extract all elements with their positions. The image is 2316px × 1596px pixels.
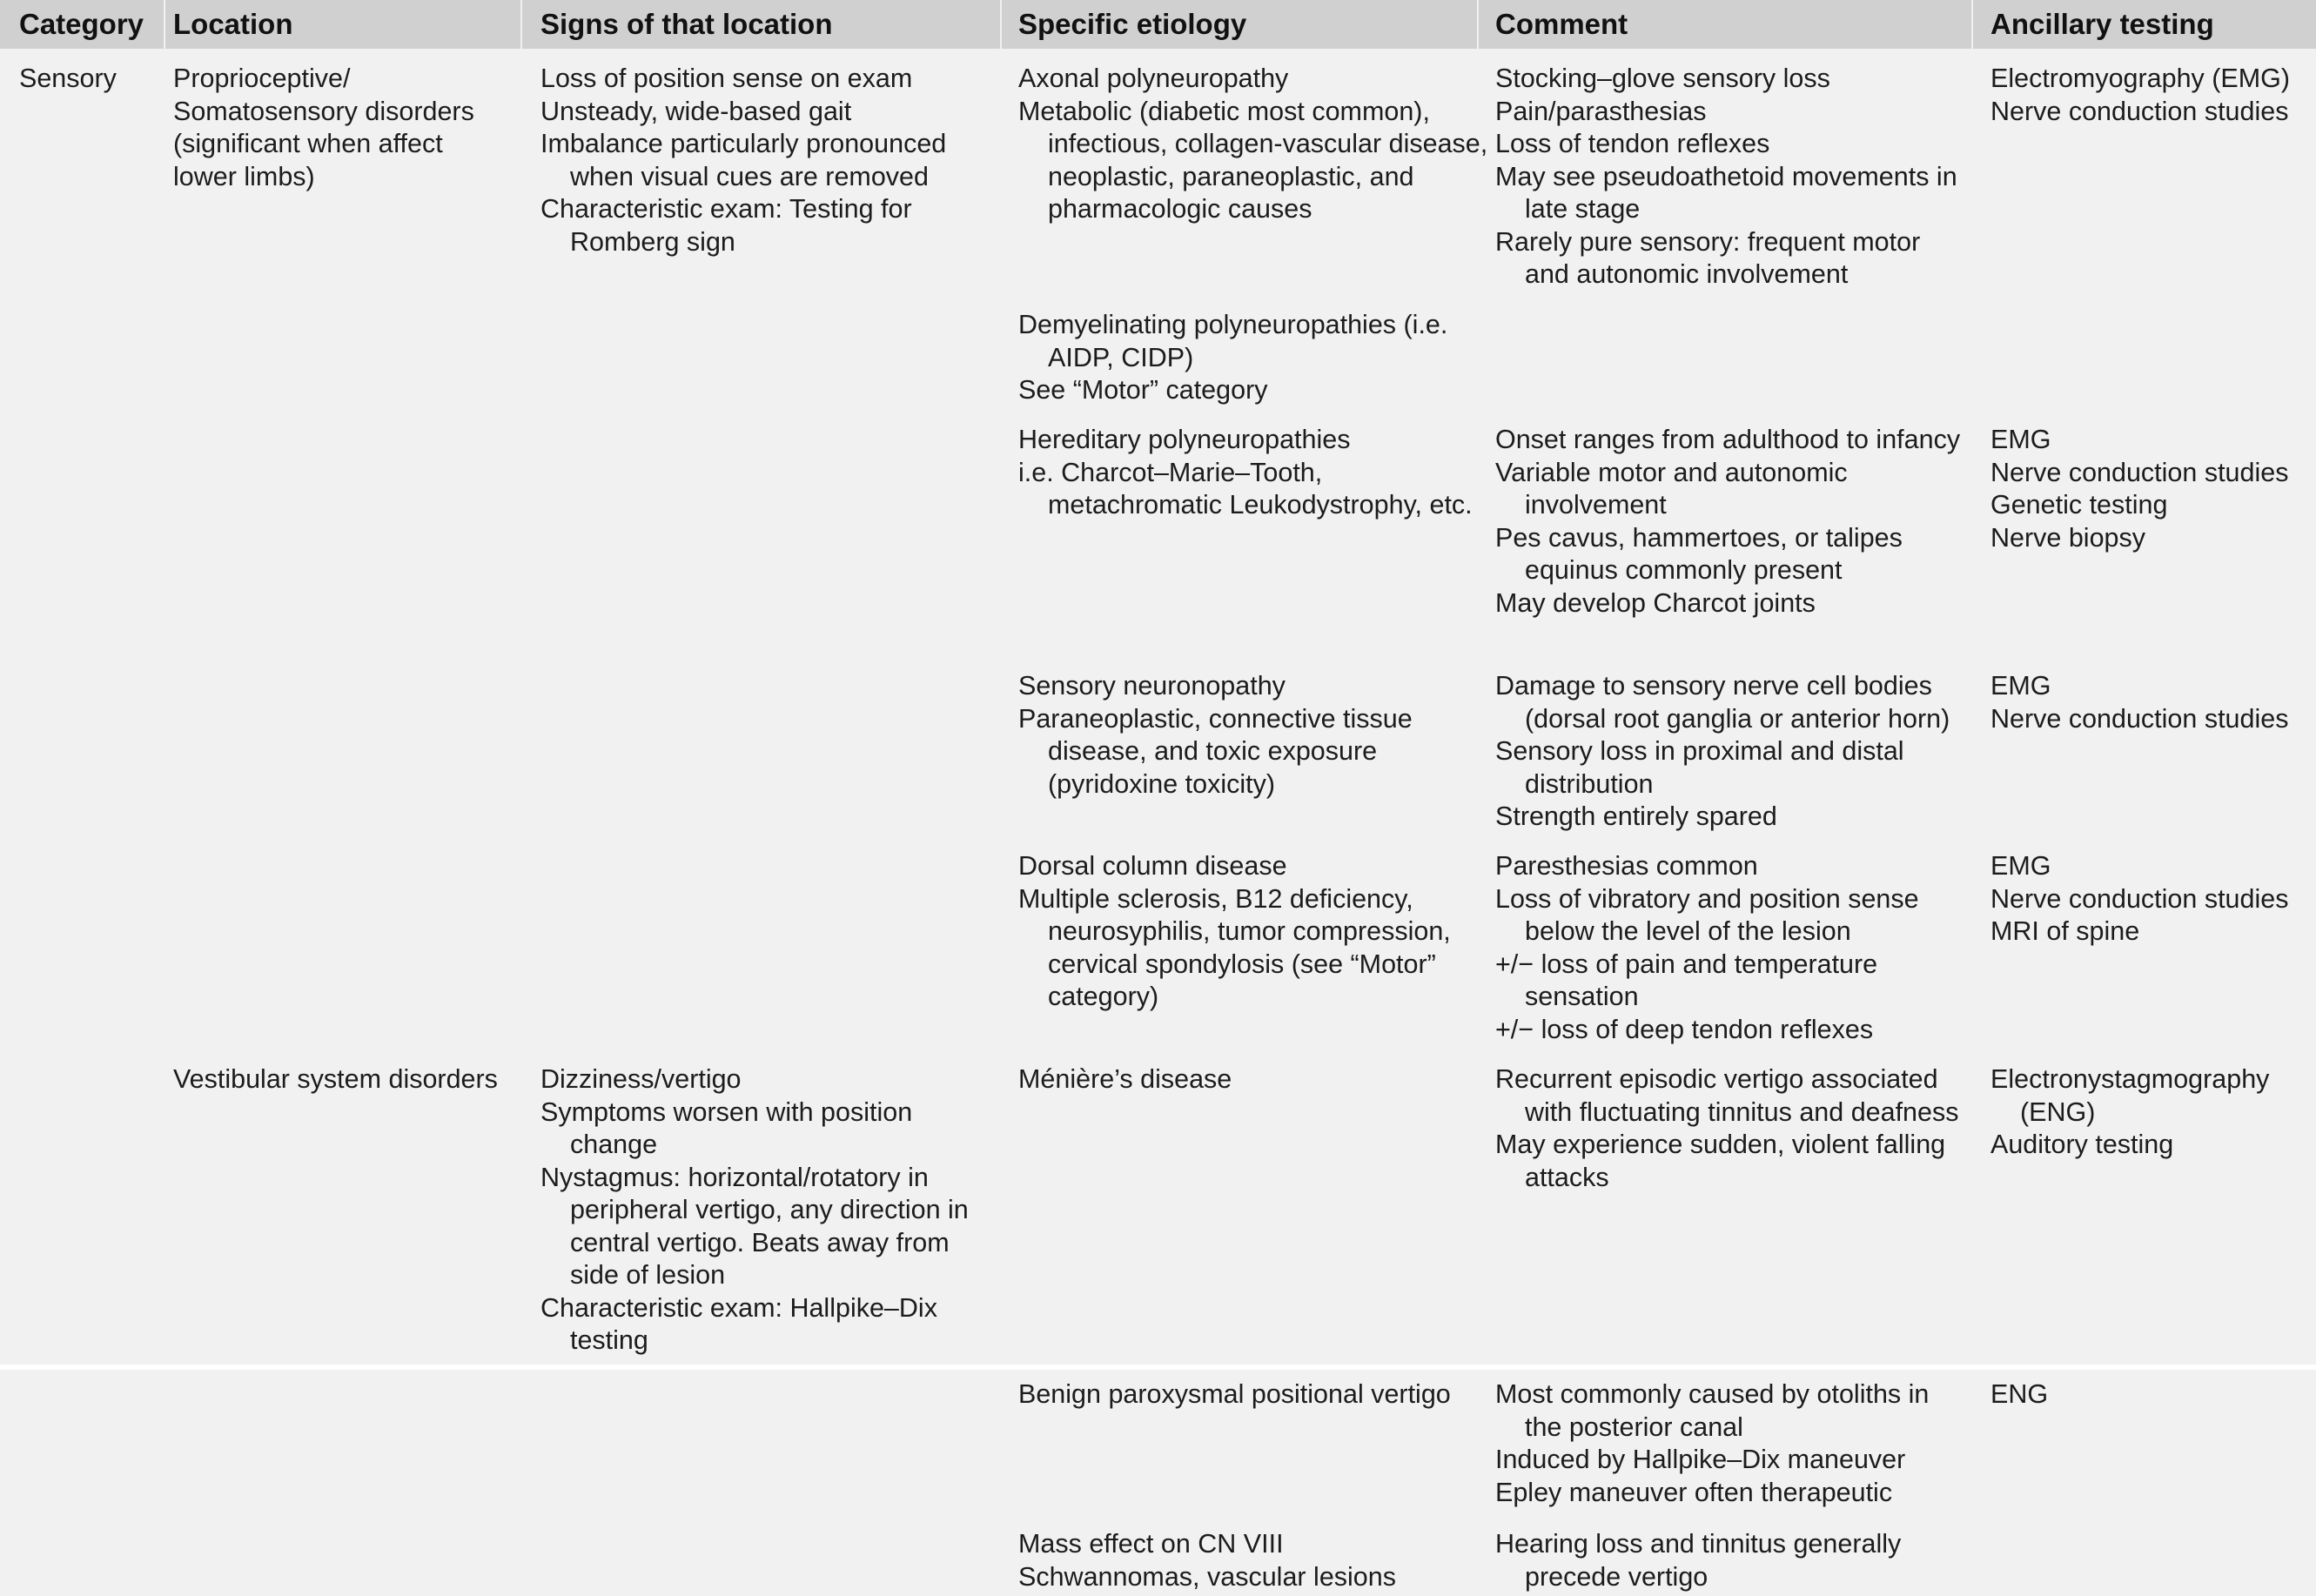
cell-line: Nerve conduction studies bbox=[1990, 457, 2289, 487]
cell-line: i.e. Charcot–Marie–Tooth, metachromatic Leukodystrophy, etc. bbox=[1018, 457, 1473, 520]
cell-line: +/− loss of pain and temperature sensation bbox=[1495, 949, 1878, 1011]
cell-line: Paraneoplastic, connective tissue disease, and toxic exposure (pyridoxine toxicity) bbox=[1018, 703, 1413, 799]
cell-line: Recurrent episodic vertigo associated with fluctuating tinnitus and deafness bbox=[1495, 1064, 1959, 1127]
cell-line: Sensory neuronopathy bbox=[1018, 671, 1286, 701]
signs-cell bbox=[540, 1063, 993, 1358]
cell-line: (significant when affect bbox=[173, 129, 443, 158]
etiology-cell bbox=[1018, 1063, 1488, 1096]
cell-line: Rarely pure sensory: frequent motor and autonomic involvement bbox=[1495, 226, 1921, 289]
cell-line: Loss of tendon reflexes bbox=[1495, 129, 1770, 158]
etiology-cell bbox=[1018, 309, 1488, 407]
cell-line: Genetic testing bbox=[1990, 490, 2168, 520]
comment-cell bbox=[1495, 63, 1965, 292]
cell-line: Induced by Hallpike–Dix maneuver bbox=[1495, 1445, 1906, 1474]
ancillary-testing-cell bbox=[1990, 1063, 2313, 1162]
cell-line: Sensory loss in proximal and distal distribution bbox=[1495, 736, 1904, 799]
cell-line: Unsteady, wide-based gait bbox=[540, 96, 852, 126]
cell-line: MRI of spine bbox=[1990, 916, 2140, 946]
category-cell bbox=[19, 63, 167, 96]
cell-line: Schwannomas, vascular lesions bbox=[1018, 1561, 1396, 1592]
cell-line: Mass effect on CN VIII bbox=[1018, 1529, 1284, 1559]
cell-line: Loss of position sense on exam bbox=[540, 64, 913, 93]
comment-cell bbox=[1495, 850, 1965, 1046]
location-cell bbox=[173, 1063, 521, 1096]
cell-line: EMG bbox=[1990, 671, 2051, 701]
cell-line: Symptoms worsen with position change bbox=[540, 1096, 913, 1159]
cell-line: Sensory bbox=[19, 64, 117, 93]
header-separator bbox=[520, 0, 522, 49]
comment-cell bbox=[1495, 670, 1965, 834]
comment-cell bbox=[1495, 1378, 1965, 1509]
cell-line: Characteristic exam: Hallpike–Dix testing bbox=[540, 1292, 937, 1355]
cell-line: Hearing loss and tinnitus generally precede vertigo bbox=[1495, 1529, 1902, 1592]
cell-line: Electromyography (EMG) bbox=[1990, 64, 2291, 93]
comment-cell bbox=[1495, 1063, 1965, 1194]
cell-line: Demyelinating polyneuropathies (i.e. AIDP, CIDP) bbox=[1018, 310, 1448, 372]
cell-line: Epley maneuver often therapeutic bbox=[1495, 1477, 1893, 1507]
cell-line: Characteristic exam: Testing for Romberg sign bbox=[540, 194, 912, 257]
header-etiology: Specific etiology bbox=[1018, 8, 1247, 40]
cell-line: +/− loss of deep tendon reflexes bbox=[1495, 1014, 1874, 1044]
table-header bbox=[0, 0, 2316, 49]
cell-line: lower limbs) bbox=[173, 161, 315, 191]
cell-line: Nystagmus: horizontal/rotatory in peripheral vertigo, any direction in central vertigo. Beats away from side of lesion bbox=[540, 1162, 969, 1290]
cell-line: May develop Charcot joints bbox=[1495, 587, 1816, 618]
header-comment: Comment bbox=[1495, 8, 1628, 40]
cell-line: Nerve conduction studies bbox=[1990, 703, 2289, 734]
comment-cell bbox=[1495, 1528, 1965, 1593]
ancillary-testing-cell bbox=[1990, 670, 2313, 735]
cell-line: Nerve biopsy bbox=[1990, 522, 2145, 553]
cell-line: EMG bbox=[1990, 851, 2051, 881]
header-category: Category bbox=[19, 8, 144, 40]
cell-line: Somatosensory disorders bbox=[173, 96, 474, 126]
etiology-cell bbox=[1018, 63, 1488, 226]
ancillary-testing-cell bbox=[1990, 63, 2313, 128]
etiology-cell bbox=[1018, 1378, 1488, 1412]
location-cell bbox=[173, 63, 521, 193]
cell-line: Nerve conduction studies bbox=[1990, 96, 2289, 126]
cell-line: Strength entirely spared bbox=[1495, 801, 1777, 831]
cell-line: May experience sudden, violent falling attacks bbox=[1495, 1130, 1946, 1192]
cell-line: ENG bbox=[1990, 1379, 2049, 1409]
comment-cell bbox=[1495, 424, 1965, 620]
cell-line: EMG bbox=[1990, 425, 2051, 454]
cell-line: Multiple sclerosis, B12 deficiency, neurosyphilis, tumor compression, cervical spondylosis (see “Motor” category) bbox=[1018, 883, 1451, 1011]
cell-line: Pes cavus, hammertoes, or talipes equinus commonly present bbox=[1495, 522, 1903, 585]
cell-line: Hereditary polyneuropathies bbox=[1018, 425, 1351, 454]
cell-line: Nerve conduction studies bbox=[1990, 883, 2289, 914]
etiology-cell bbox=[1018, 670, 1488, 801]
cell-line: Dorsal column disease bbox=[1018, 851, 1287, 881]
cell-line: Pain/parasthesias bbox=[1495, 96, 1707, 126]
cell-line: Benign paroxysmal positional vertigo bbox=[1018, 1379, 1451, 1409]
header-separator bbox=[1000, 0, 1002, 49]
signs-cell bbox=[540, 63, 993, 258]
header-separator bbox=[164, 0, 165, 49]
cell-line: Variable motor and autonomic involvement bbox=[1495, 457, 1848, 520]
header-separator bbox=[1971, 0, 1973, 49]
cell-line: Proprioceptive/ bbox=[173, 64, 351, 93]
row-group-divider bbox=[0, 1365, 2316, 1370]
header-ancillary-testing: Ancillary testing bbox=[1990, 8, 2214, 40]
etiology-cell bbox=[1018, 424, 1488, 522]
cell-line: Electronystagmography (ENG) bbox=[1990, 1064, 2270, 1127]
cell-line: Paresthesias common bbox=[1495, 851, 1758, 881]
header-location: Location bbox=[173, 8, 293, 40]
cell-line: Metabolic (diabetic most common), infectious, collagen-vascular disease, neoplastic, paraneoplastic, and pharmacologic causes bbox=[1018, 96, 1488, 224]
cell-line: Onset ranges from adulthood to infancy bbox=[1495, 425, 1961, 454]
cell-line: Stocking–glove sensory loss bbox=[1495, 64, 1830, 93]
header-separator bbox=[1477, 0, 1479, 49]
ancillary-testing-cell bbox=[1990, 1378, 2313, 1412]
cell-line: Dizziness/vertigo bbox=[540, 1064, 742, 1094]
cell-line: Ménière’s disease bbox=[1018, 1064, 1232, 1094]
ancillary-testing-cell bbox=[1990, 850, 2313, 949]
cell-line: Most commonly caused by otoliths in the posterior canal bbox=[1495, 1379, 1930, 1442]
etiology-cell bbox=[1018, 1528, 1488, 1593]
cell-line: Imbalance particularly pronounced when visual cues are removed bbox=[540, 129, 947, 191]
etiology-cell bbox=[1018, 850, 1488, 1014]
cell-line: See “Motor” category bbox=[1018, 375, 1268, 405]
cell-line: May see pseudoathetoid movements in late stage bbox=[1495, 161, 1957, 224]
cell-line: Loss of vibratory and position sense below the level of the lesion bbox=[1495, 883, 1919, 946]
cell-line: Axonal polyneuropathy bbox=[1018, 64, 1289, 93]
cell-line: Damage to sensory nerve cell bodies (dorsal root ganglia or anterior horn) bbox=[1495, 671, 1950, 734]
cell-line: Auditory testing bbox=[1990, 1130, 2174, 1159]
header-signs: Signs of that location bbox=[540, 8, 833, 40]
ancillary-testing-cell bbox=[1990, 424, 2313, 554]
cell-line: Vestibular system disorders bbox=[173, 1064, 498, 1094]
